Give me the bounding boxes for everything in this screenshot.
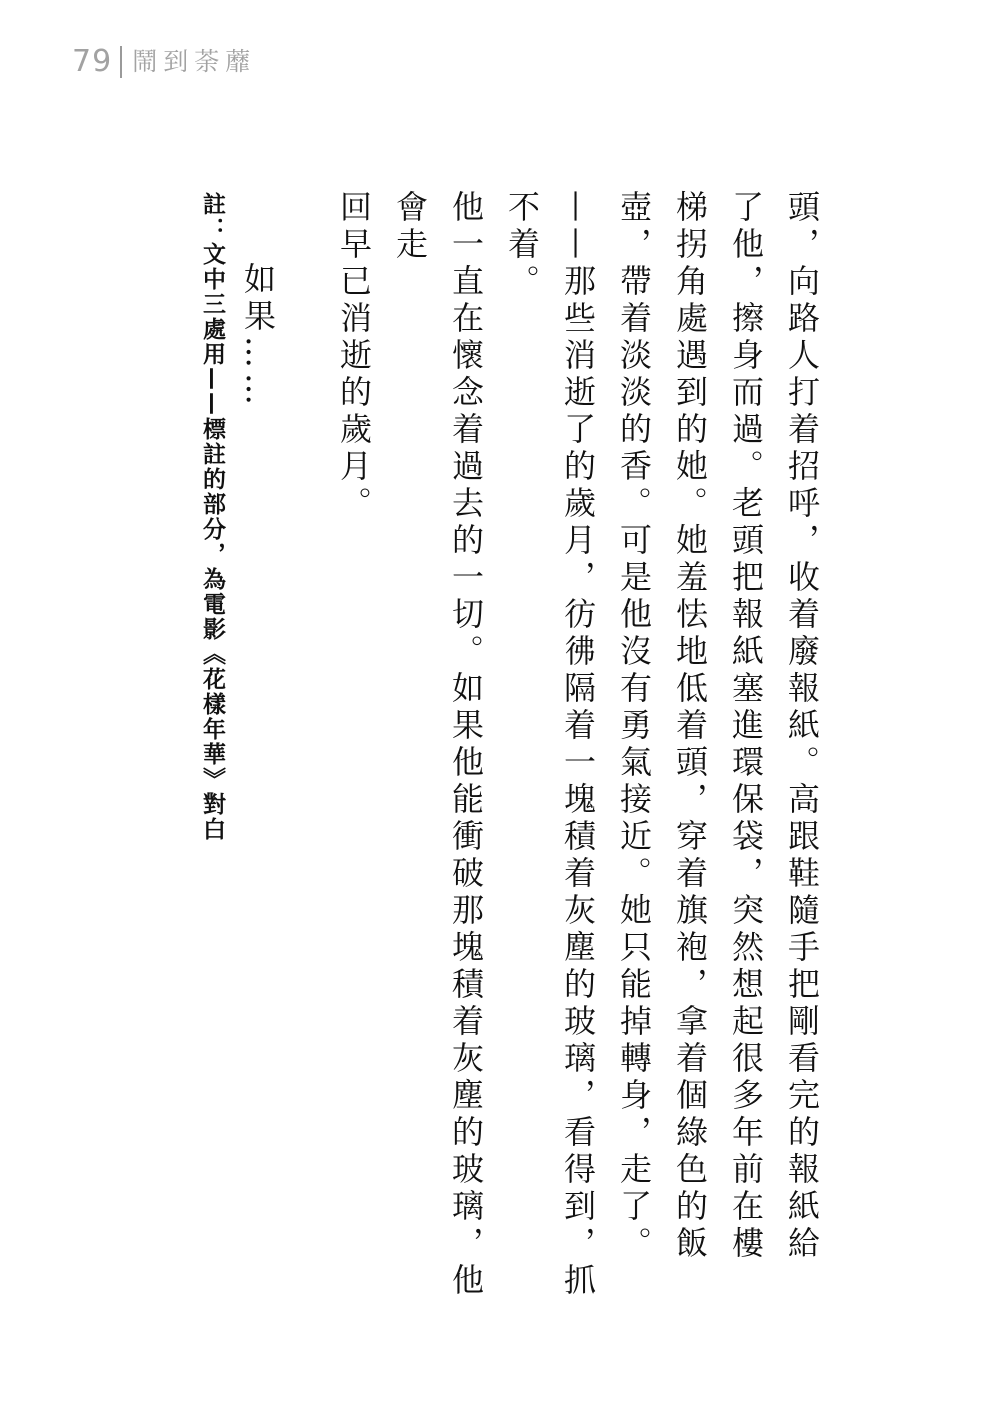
header-divider: [120, 46, 122, 78]
paragraph-1: 頭，向路人打着招呼，收着廢報紙。高跟鞋隨手把剛看完的報紙給 了他，擦身而過。老頭把報紙塞進環保袋，突然想起很多年前在樓 梯拐角處遇到的她。她羞怯地低着頭，穿着旗袍，拿着個綠色的飯 壺，帶着淡淡的香。可是他沒有勇氣接近。她只能掉轉身，走了。: [615, 190, 821, 1263]
page-number: 79: [72, 44, 113, 79]
paragraph-2: ——那些消逝了的歲月，彷彿隔着一塊積着灰塵的玻璃，看得到，抓不着。 他一直在懷念着過去的一切。如果他能衝破那塊積着灰塵的玻璃，他會走 回早已消逝的歲月。: [335, 190, 597, 1300]
vertical-body-text: [190, 190, 830, 1310]
footnote: 註：文中三處用——標註的部分，為電影《花樣年華》對白: [199, 192, 225, 842]
book-title: 鬧到荼蘼: [132, 47, 257, 76]
paragraph-3: 如果……: [239, 262, 277, 410]
running-header: [72, 44, 256, 80]
